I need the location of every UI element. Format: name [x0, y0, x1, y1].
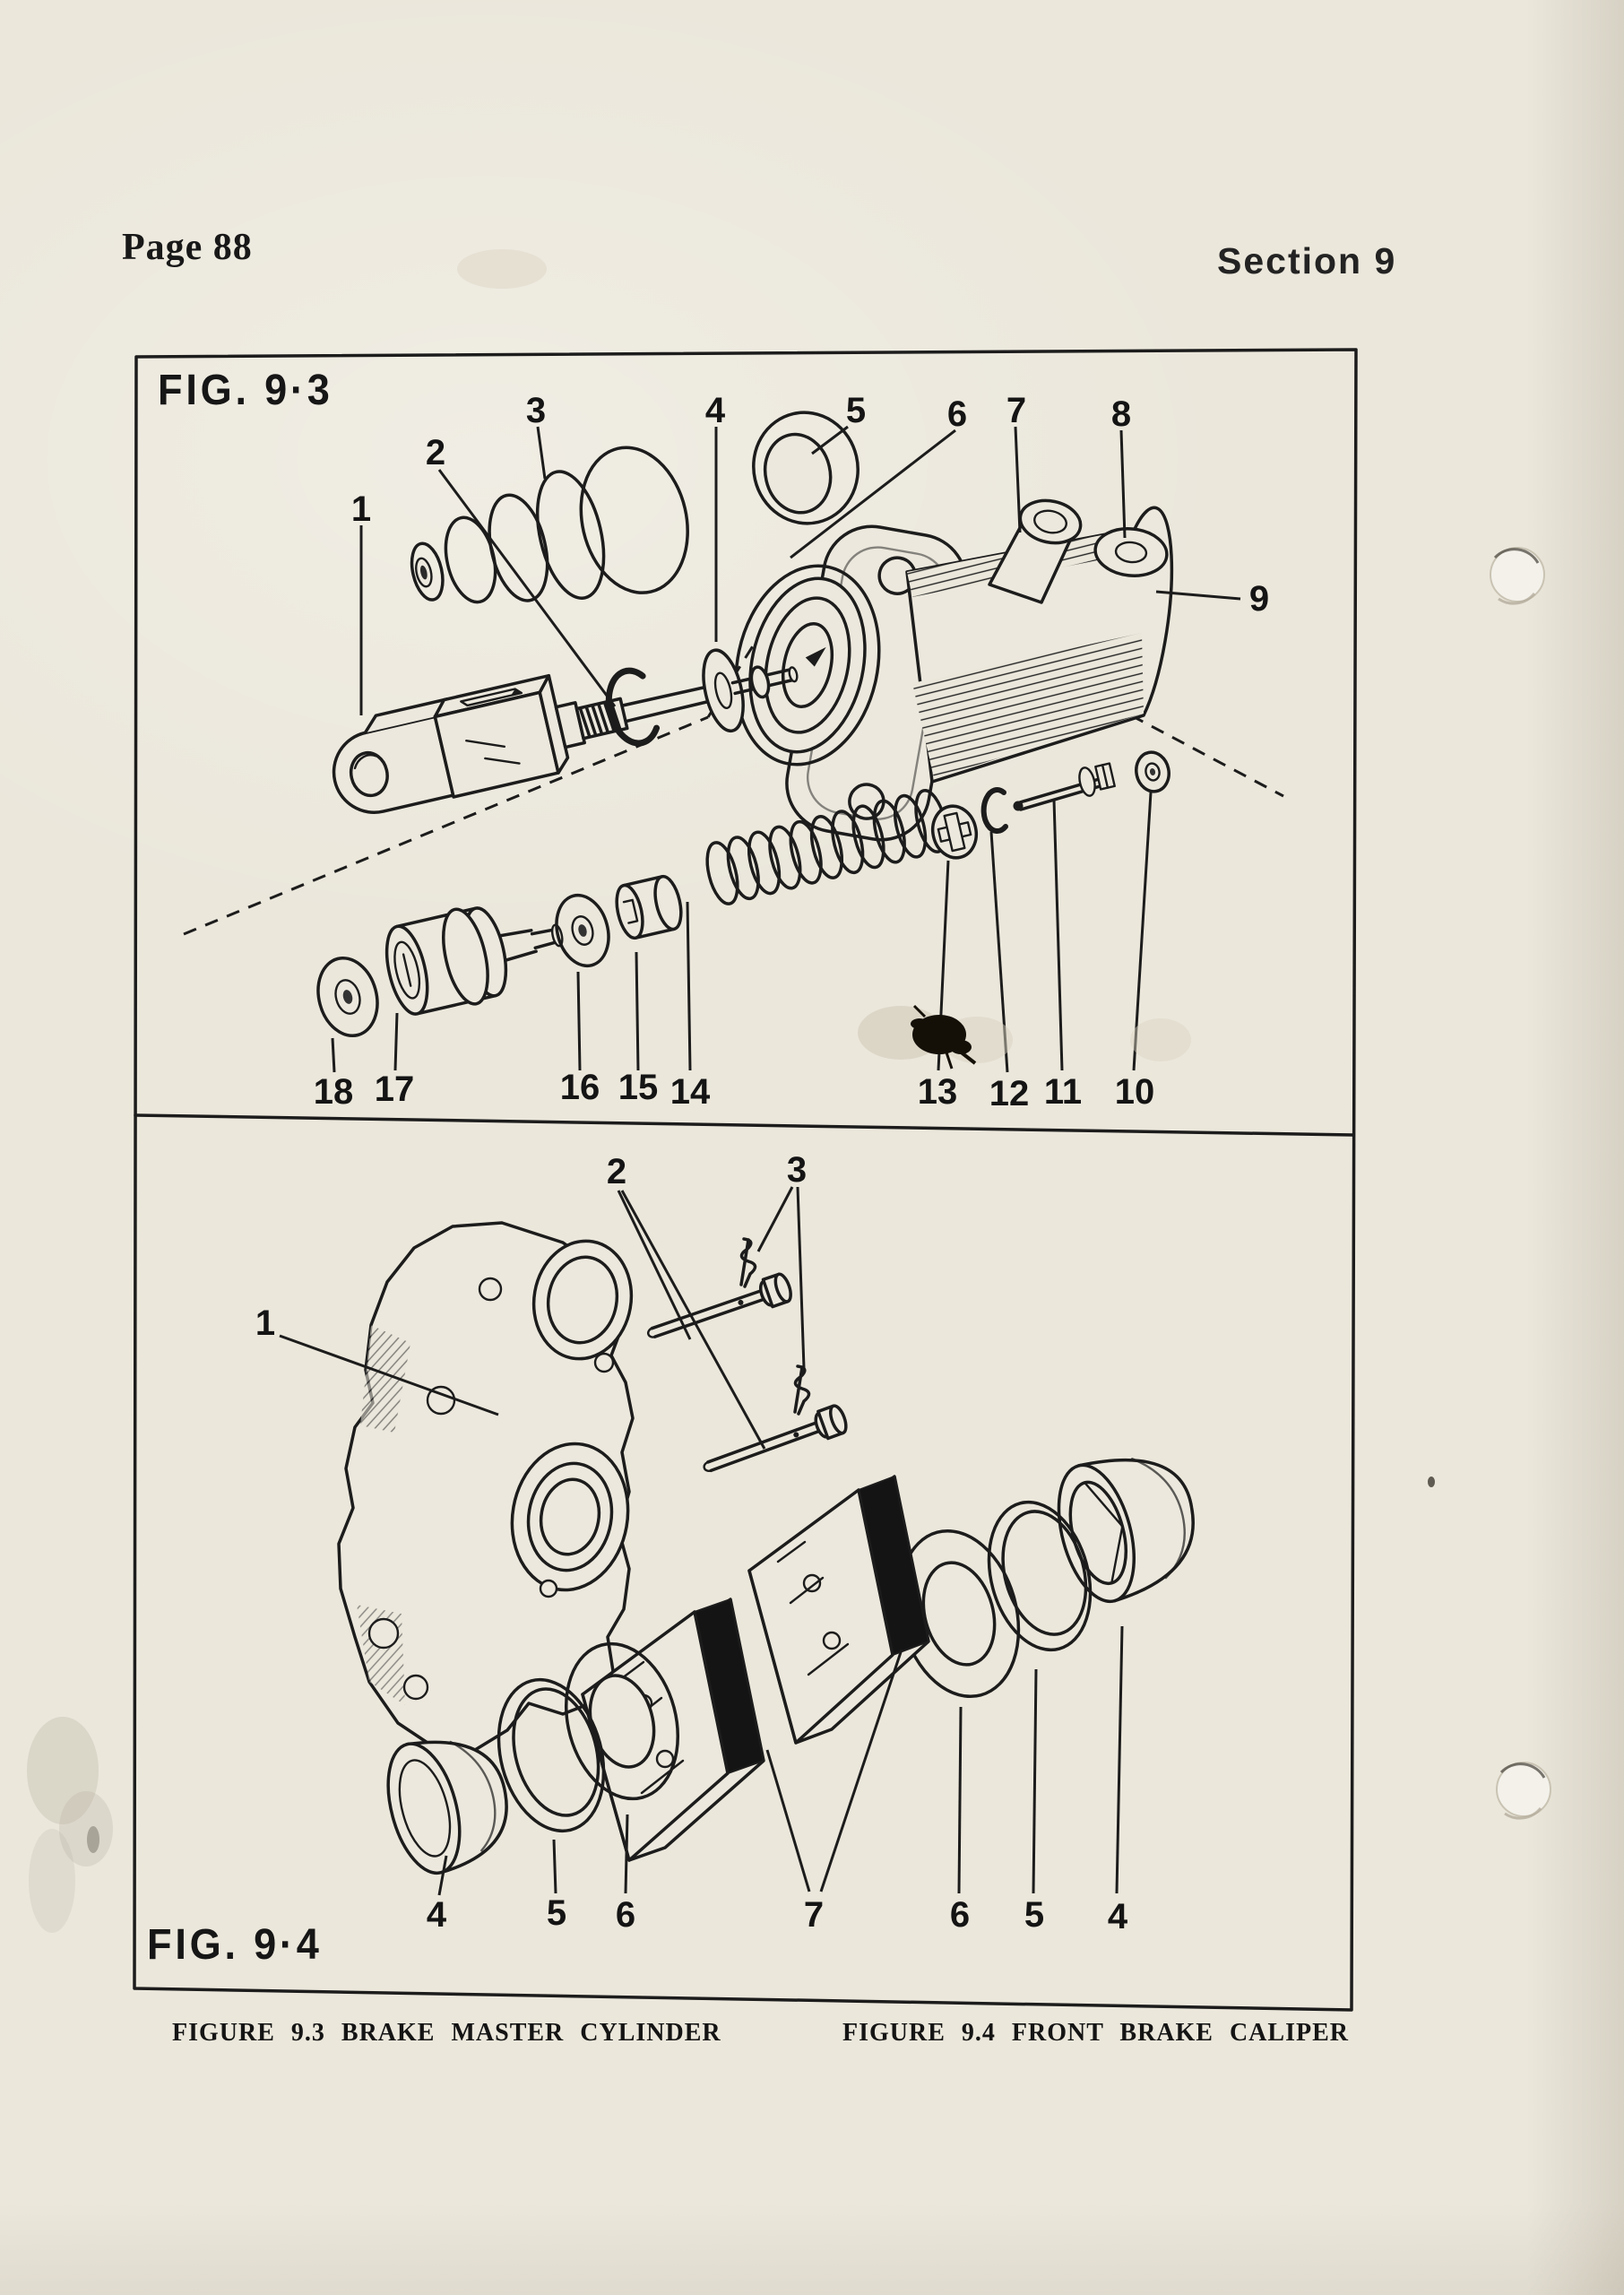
callout-94-2: 2 — [606, 1152, 627, 1191]
fig93-part-piston-15 — [612, 874, 686, 940]
fig94-label: FIG. 9·4 — [147, 1921, 323, 1969]
callout-93-2: 2 — [425, 433, 446, 472]
callout-94-4-left: 4 — [426, 1895, 447, 1935]
callout-93-17: 17 — [374, 1070, 415, 1109]
fig93-caption: FIGURE 9.3 BRAKE MASTER CYLINDER — [172, 2019, 721, 2047]
callout-93-13: 13 — [917, 1072, 958, 1112]
fig93-brake-master-cylinder — [184, 391, 1283, 1113]
punch-hole-top — [1490, 548, 1544, 603]
fig94-part-brake-pad-rear — [749, 1477, 929, 1743]
callout-93-10: 10 — [1114, 1072, 1155, 1112]
fig93-part-end-plug-17 — [379, 888, 573, 1022]
callout-93-4: 4 — [704, 391, 726, 430]
callout-93-8: 8 — [1110, 394, 1132, 434]
fig94-part-retaining-pin-lower — [699, 1404, 849, 1482]
callout-93-18: 18 — [313, 1072, 354, 1112]
fig94-part-caliper-body — [339, 1223, 641, 1750]
fig93-part-pushrod-clevis — [323, 621, 807, 822]
callout-94-5-left: 5 — [546, 1893, 567, 1933]
section-label: Section 9 — [1217, 240, 1397, 281]
fig94-part-piston — [1045, 1440, 1210, 1609]
page-number-label: Page 88 — [122, 227, 253, 268]
callout-94-3: 3 — [786, 1150, 808, 1190]
callout-93-9: 9 — [1248, 579, 1270, 619]
fig93-label: FIG. 9·3 — [158, 367, 333, 414]
fig94-front-brake-caliper — [255, 1150, 1210, 1936]
callout-93-7: 7 — [1006, 391, 1027, 430]
callout-94-6-right: 6 — [949, 1895, 971, 1935]
fig94-caption: FIGURE 9.4 FRONT BRAKE CALIPER — [842, 2019, 1349, 2047]
fig94-part-retaining-pin-upper — [644, 1272, 793, 1347]
callout-94-6-left: 6 — [615, 1895, 636, 1935]
punch-hole-bottom — [1497, 1762, 1551, 1818]
faint-smudge — [1130, 1018, 1191, 1061]
callout-93-3: 3 — [525, 391, 547, 430]
fig94-part-split-pin-lower — [795, 1366, 809, 1414]
callout-93-11: 11 — [1043, 1072, 1083, 1112]
callout-93-14: 14 — [669, 1072, 711, 1112]
callout-94-5-right: 5 — [1024, 1895, 1045, 1935]
fig93-part-seal-18 — [310, 951, 386, 1043]
callout-94-4-right: 4 — [1107, 1897, 1128, 1936]
callout-93-15: 15 — [618, 1068, 659, 1107]
callout-93-6: 6 — [946, 394, 968, 434]
fig94-part-split-pin-upper — [741, 1239, 756, 1286]
fig93-part-valve-rod-11 — [1014, 764, 1115, 811]
callout-94-7: 7 — [803, 1895, 825, 1935]
callout-93-1: 1 — [350, 489, 372, 529]
figure-divider-line — [135, 1115, 1352, 1135]
fig93-part-retaining-ring — [602, 667, 660, 748]
fig93-part-circlip-12 — [984, 790, 1006, 831]
callout-93-16: 16 — [559, 1068, 600, 1107]
fig93-part-nut-10 — [1133, 749, 1172, 795]
callout-93-5: 5 — [845, 391, 867, 430]
callout-93-12: 12 — [989, 1074, 1030, 1113]
callout-94-1: 1 — [255, 1303, 276, 1343]
ink-blot — [858, 1006, 1013, 1069]
